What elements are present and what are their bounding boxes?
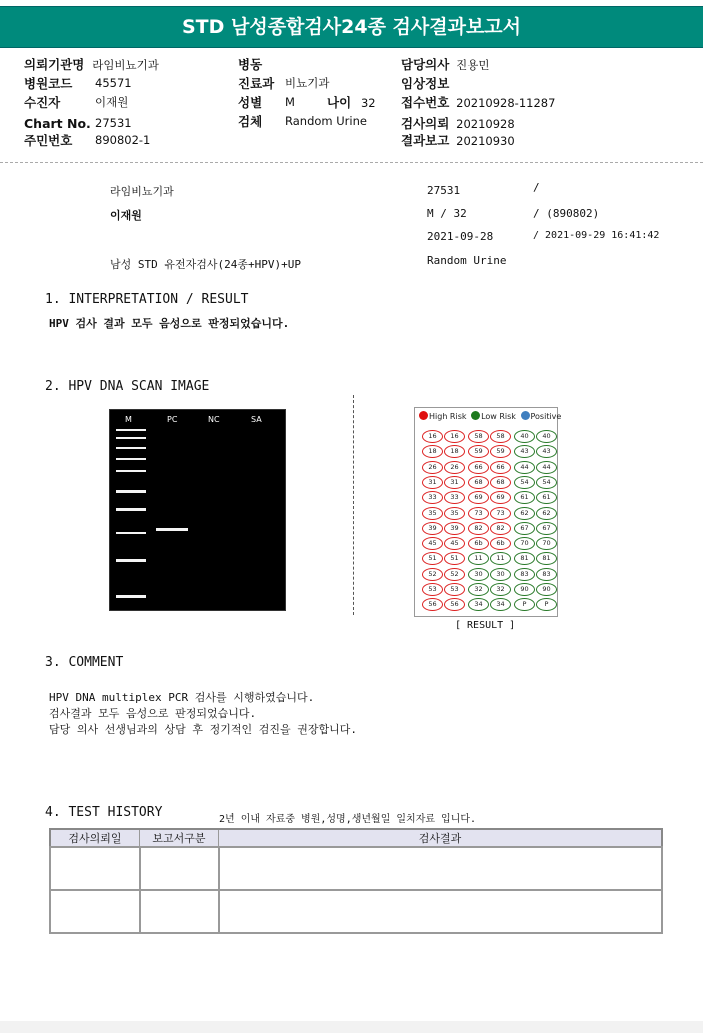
hpv-type-oval: 30: [468, 568, 489, 581]
hpv-type-oval: 6b: [468, 537, 489, 550]
hdr-value: 27531: [95, 116, 132, 130]
hdr-value: 이재원: [95, 95, 129, 109]
hdr-patient: [24, 95, 129, 111]
hdr-label: Chart No.: [24, 116, 91, 131]
marker-band: [116, 447, 146, 449]
hdr-clinical-info: [401, 76, 452, 92]
hpv-type-oval: 82: [468, 522, 489, 535]
low-risk-dot-icon: [471, 411, 480, 420]
info-hospital: 라임비뇨기과: [110, 185, 174, 198]
marker-band: [116, 429, 146, 431]
hdr-label: 나이: [327, 95, 352, 110]
hpv-type-oval: 54: [536, 476, 557, 489]
marker-band: [116, 559, 146, 562]
hpv-type-oval: 53: [422, 583, 443, 596]
hdr-label: 병동: [238, 57, 263, 72]
hdr-label: 주민번호: [24, 133, 73, 148]
hdr-value: 890802-1: [95, 133, 151, 147]
panel-legend: [419, 411, 561, 421]
hpv-type-oval: 68: [490, 476, 511, 489]
hpv-type-oval: 54: [514, 476, 535, 489]
hpv-type-oval: 83: [536, 568, 557, 581]
hpv-type-oval: 33: [444, 491, 465, 504]
hpv-type-oval: 18: [422, 445, 443, 458]
hpv-type-oval: 35: [444, 507, 465, 520]
hpv-type-oval: 67: [514, 522, 535, 535]
hdr-report-date: [401, 133, 515, 149]
hdr-value: 라임비뇨기과: [92, 58, 159, 72]
hdr-label: 결과보고: [401, 133, 450, 148]
hpv-type-oval: 83: [514, 568, 535, 581]
gel-lane-label: SA: [251, 415, 262, 424]
gel-lane-label: NC: [208, 415, 220, 424]
hpv-type-oval: 16: [422, 430, 443, 443]
hdr-value: 20210930: [456, 134, 515, 148]
history-note: 2년 이내 자료중 병원,성명,생년월일 일치자료 입니다.: [219, 814, 477, 825]
hpv-type-oval: 61: [514, 491, 535, 504]
hpv-type-oval: 26: [422, 461, 443, 474]
hpv-type-oval: 18: [444, 445, 465, 458]
col-header: 보고서구분: [140, 829, 219, 847]
info-request-date: 2021-09-28: [427, 230, 494, 243]
marker-band: [116, 508, 146, 511]
hpv-type-oval: 67: [536, 522, 557, 535]
hpv-type-oval: 6b: [490, 537, 511, 550]
hpv-type-oval: 11: [468, 552, 489, 565]
hpv-type-oval: 90: [536, 583, 557, 596]
marker-band: [116, 490, 146, 493]
hdr-hospital: [24, 57, 159, 73]
hdr-label: 담당의사: [401, 57, 450, 72]
hdr-sex: [238, 95, 295, 111]
hpv-type-oval: 39: [444, 522, 465, 535]
hdr-resident-no: [24, 133, 151, 149]
report-title: STD 남성종합검사24종 검사결과보고서: [0, 6, 703, 48]
table-cell: [140, 847, 219, 890]
hpv-type-oval: 11: [490, 552, 511, 565]
marker-band: [116, 458, 146, 460]
image-divider: [353, 395, 354, 615]
hpv-type-oval: 43: [514, 445, 535, 458]
legend-label: High Risk: [429, 412, 467, 421]
hpv-type-oval: 32: [468, 583, 489, 596]
hpv-type-oval: 35: [422, 507, 443, 520]
hpv-type-oval: 31: [422, 476, 443, 489]
hpv-type-oval: 59: [490, 445, 511, 458]
hpv-type-oval: 34: [468, 598, 489, 611]
hpv-type-oval: 45: [422, 537, 443, 550]
pc-band: [156, 528, 188, 531]
hpv-type-oval: 73: [468, 507, 489, 520]
hpv-type-oval: 69: [468, 491, 489, 504]
hdr-department: [238, 76, 330, 92]
hdr-value: 20210928: [456, 117, 515, 131]
hpv-type-oval: 30: [490, 568, 511, 581]
section-scan-image-title: 2. HPV DNA SCAN IMAGE: [45, 379, 210, 394]
info-sex-age: M / 32: [427, 207, 467, 220]
hdr-value: M: [285, 95, 295, 109]
info-birth: / (890802): [533, 207, 600, 220]
interpretation-text: HPV 검사 결과 모두 음성으로 판정되었습니다.: [49, 317, 290, 330]
hdr-age: [327, 95, 376, 111]
table-row: [50, 847, 662, 890]
hdr-label: 접수번호: [401, 95, 450, 110]
comment-line: HPV DNA multiplex PCR 검사를 시행하였습니다.: [49, 691, 315, 704]
hdr-value: 20210928-11287: [456, 96, 556, 110]
info-slash: /: [533, 181, 540, 194]
hdr-label: 수진자: [24, 95, 61, 110]
hpv-type-oval: 32: [490, 583, 511, 596]
hdr-ward: [238, 57, 262, 73]
high-risk-dot-icon: [419, 411, 428, 420]
legend-label: Low Risk: [481, 412, 516, 421]
hdr-label: 검사의뢰: [401, 116, 450, 131]
info-report-datetime: / 2021-09-29 16:41:42: [533, 230, 660, 241]
hdr-hospital-code: [24, 76, 132, 92]
hpv-type-oval: 62: [514, 507, 535, 520]
info-patient-name: 이재원: [110, 209, 142, 222]
hdr-label: 임상정보: [401, 76, 450, 91]
section-history-title: 4. TEST HISTORY: [45, 805, 163, 820]
comment-line: 검사결과 모두 음성으로 판정되었습니다.: [49, 707, 257, 720]
marker-band: [116, 532, 146, 534]
info-chart-no: 27531: [427, 184, 461, 197]
table-cell: [50, 890, 140, 933]
section-interpretation-title: 1. INTERPRETATION / RESULT: [45, 292, 249, 307]
hdr-label: 진료과: [238, 76, 275, 91]
marker-band: [116, 595, 146, 598]
hpv-result-panel: [414, 407, 562, 617]
hpv-type-oval: 81: [514, 552, 535, 565]
marker-band: [116, 437, 146, 439]
hdr-specimen: [238, 114, 367, 130]
hpv-type-oval: 82: [490, 522, 511, 535]
hpv-type-oval: 52: [422, 568, 443, 581]
hpv-type-oval: 43: [536, 445, 557, 458]
result-caption: [ RESULT ]: [455, 620, 516, 631]
hpv-type-oval: P: [514, 598, 535, 611]
table-cell: [140, 890, 219, 933]
hpv-type-oval: 34: [490, 598, 511, 611]
hpv-type-oval: 58: [468, 430, 489, 443]
hpv-type-oval: 40: [514, 430, 535, 443]
hpv-type-oval: 33: [422, 491, 443, 504]
hpv-type-oval: 61: [536, 491, 557, 504]
hdr-value: Random Urine: [285, 114, 367, 128]
hdr-chart-no: [24, 116, 132, 132]
legend-label: Positive: [530, 412, 562, 421]
table-cell: [50, 847, 140, 890]
hpv-type-oval: 58: [490, 430, 511, 443]
hpv-type-oval: 51: [444, 552, 465, 565]
hpv-type-oval: 39: [422, 522, 443, 535]
hpv-type-oval: 45: [444, 537, 465, 550]
marker-band: [116, 470, 146, 472]
hdr-value: 45571: [95, 76, 132, 90]
hpv-type-oval: 73: [490, 507, 511, 520]
table-cell: [219, 890, 663, 933]
hpv-type-oval: 26: [444, 461, 465, 474]
header-divider: [0, 162, 703, 163]
hpv-type-oval: 31: [444, 476, 465, 489]
hpv-type-oval: 70: [536, 537, 557, 550]
info-test-name: 남성 STD 유전자검사(24종+HPV)+UP: [110, 258, 301, 271]
hpv-type-oval: 40: [536, 430, 557, 443]
hpv-type-oval: 51: [422, 552, 443, 565]
table-row: [50, 890, 662, 933]
hpv-type-oval: 62: [536, 507, 557, 520]
hpv-type-oval: P: [536, 598, 557, 611]
table-cell: [219, 847, 663, 890]
col-header: 검사의뢰일: [50, 829, 140, 847]
hpv-type-oval: 66: [490, 461, 511, 474]
gel-electrophoresis-image: [109, 409, 286, 611]
hdr-value: 비뇨기과: [285, 76, 330, 90]
hdr-value: 32: [360, 96, 376, 110]
hpv-type-oval: 16: [444, 430, 465, 443]
gel-lane-label: M: [125, 415, 132, 424]
gel-lane-label: PC: [167, 415, 178, 424]
hpv-type-oval: 56: [422, 598, 443, 611]
comment-line: 담당 의사 선생님과의 상담 후 정기적인 검진을 권장합니다.: [49, 723, 358, 736]
hdr-doctor: [401, 57, 489, 73]
table-header-row: [50, 829, 662, 847]
hpv-type-oval: 52: [444, 568, 465, 581]
hdr-receipt-no: [401, 95, 555, 111]
hpv-type-oval: 68: [468, 476, 489, 489]
info-specimen: Random Urine: [427, 254, 507, 267]
hdr-label: 검체: [238, 114, 263, 129]
hpv-type-oval: 66: [468, 461, 489, 474]
hdr-label: 병원코드: [24, 76, 73, 91]
hpv-type-oval: 44: [536, 461, 557, 474]
hpv-type-oval: 53: [444, 583, 465, 596]
hpv-type-oval: 70: [514, 537, 535, 550]
hdr-request-date: [401, 116, 515, 132]
positive-dot-icon: [521, 411, 530, 420]
hdr-label: 성별: [238, 95, 263, 110]
section-comment-title: 3. COMMENT: [45, 655, 124, 670]
hpv-type-oval: 44: [514, 461, 535, 474]
hpv-type-oval: 81: [536, 552, 557, 565]
hdr-value: 진용민: [456, 58, 490, 72]
hpv-type-oval: 56: [444, 598, 465, 611]
hpv-type-oval: 59: [468, 445, 489, 458]
hpv-type-oval: 90: [514, 583, 535, 596]
col-header: 검사결과: [219, 829, 663, 847]
test-history-table: [49, 828, 663, 934]
hpv-type-oval: 69: [490, 491, 511, 504]
hdr-label: 의뢰기관명: [24, 57, 85, 72]
